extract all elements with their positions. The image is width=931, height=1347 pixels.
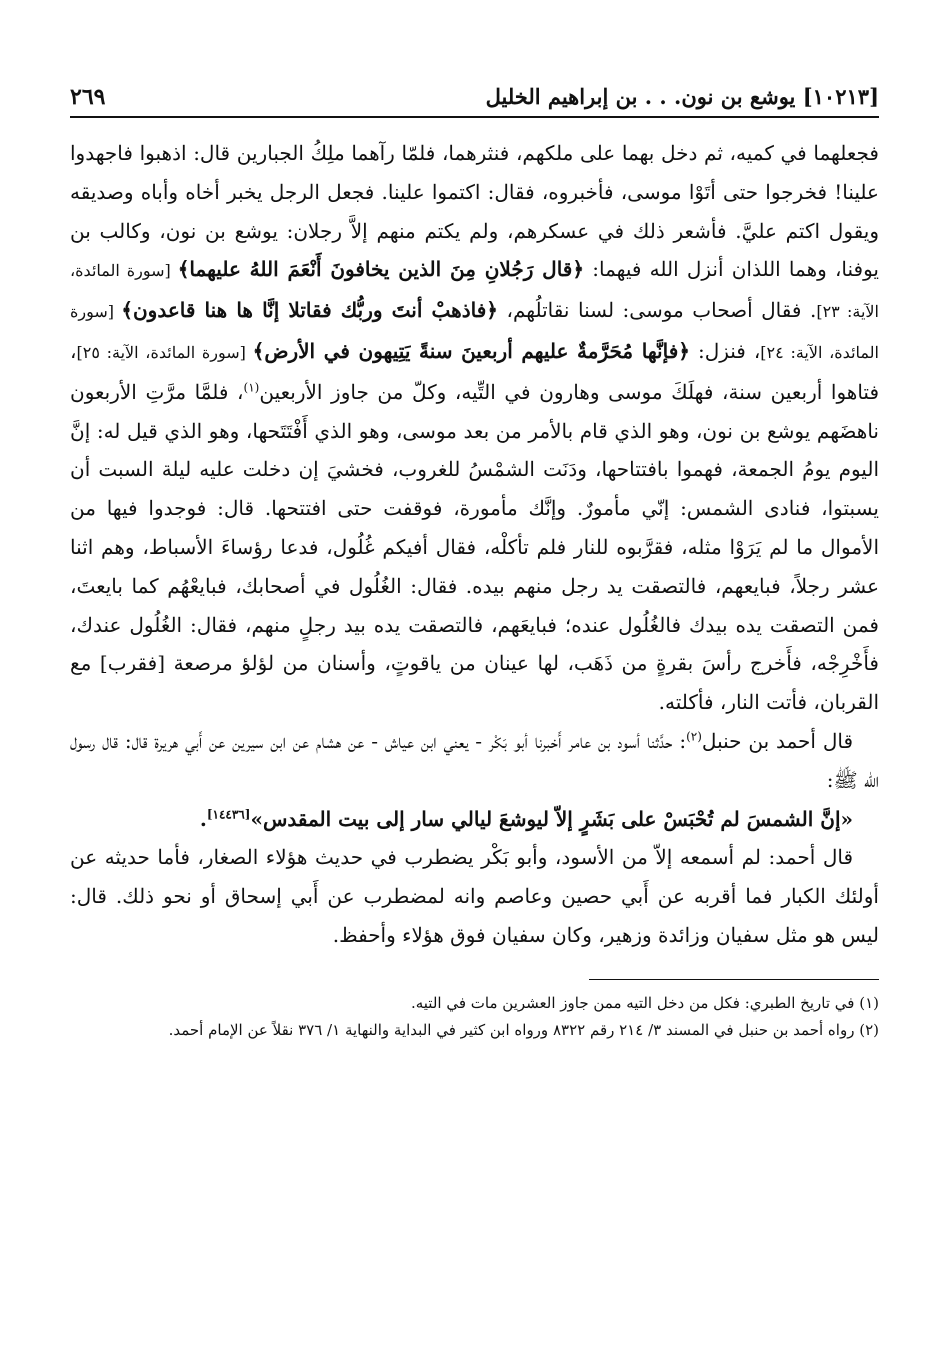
hadith-number: [١٤٤٣٦] (206, 806, 251, 821)
quran-verse-3: ﴿فإنَّها مُحَرَّمةٌ عليهم أربعينَ سنةً يَتِيهون في الأرض﴾ (252, 338, 690, 363)
footnote-1 (70, 990, 879, 1017)
running-header (70, 82, 879, 118)
paragraph-2 (70, 722, 879, 800)
header-title: [١٠٢١٣] يوشع بن نون. . . بن إبراهيم الخليل (485, 84, 879, 109)
hadith-text (70, 800, 879, 839)
footnote-mark: (٢) (859, 1020, 879, 1039)
quran-verse-2: ﴿فاذهبْ أنتَ وربُّك فقاتلا إنَّا ها هنا قاعدون﴾ (121, 298, 498, 323)
paragraph-1 (70, 134, 879, 722)
text-run: فجعلهما في كميه، ثم دخل بهما على ملكهم، فنثرهما، فلمّا رآهما ملِكُ الجبارين قال: اذهبوا فاجهدوا علينا! فخرجوا حتى أتَوْا موسى، فأخبروه، فقال: اكتموا علينا. فجعل الرجل يخبر أخاه وأباه وصديقه ويقول اكتم عليَّ. فأشعر ذلك في عسكرهم، ولم يكتم منهم إلاَّ رجلان: يوشع بن نون، وكالب بن يوفنا، وهما اللذان أنزل الله فيهما: (70, 141, 879, 282)
footnote-separator (589, 979, 879, 980)
footnote-text: في تاريخ الطبري: فكل من دخل التيه ممن جاوز العشرين مات في التيه. (410, 993, 855, 1012)
footnote-2 (70, 1017, 879, 1044)
verse-ref-2: [سورة المائدة، الآية: ٢٤] (70, 302, 879, 362)
footnotes (70, 990, 879, 1044)
quran-verse-1: ﴿قال رَجُلانِ مِنَ الذين يخافونَ أَنْعَمَ اللهُ عليهما﴾ (177, 257, 585, 282)
text-run: ، فنزل: (689, 338, 761, 363)
verse-ref-1: [سورة المائدة، الآية: ٢٣] (70, 261, 879, 322)
page-number: ٢٦٩ (70, 84, 106, 110)
footnote-marker-2: (٢) (686, 729, 702, 744)
text-run: ، فتاهوا أربعين سنة، فهلَكَ موسى وهارون في التِّيه، وكلّ من جاوز الأربعين (70, 338, 880, 404)
footnote-text: رواه أحمد بن حنبل في المسند ٣/ ٢١٤ رقم ٨٣٢٢ ورواه ابن كثير في البداية والنهاية ١/ ٣٧٦ نقلاً عن الإمام أحمد. (168, 1020, 855, 1039)
text-run: قال أحمد بن حنبل (701, 728, 854, 753)
hadith-quote: «إنَّ الشمسَ لم تُحْبَسْ على بَشَرٍ إلاّ ليوشعَ ليالي سار إلى بيت المقدس» (250, 806, 853, 831)
footnote-marker-1: (١) (243, 380, 260, 395)
text-run: : حدَّثنا أسود بن عامر أَخبرنا أبو بَكْر - يعني ابن عياش - عن هشام عن ابن سيرين عن أَبي هريرة قال: قال رسول الله ﷺ: (70, 728, 879, 792)
footnote-mark: (١) (859, 993, 879, 1012)
text-run: ، فلمَّا مرَّتِ الأربعون ناهضَهم يوشع بن نون، وهو الذي قام بالأمر من بعد موسى، وهو الذي أَفْتَتَحها، وهو الذي قيل له: إنَّ اليوم يومُ الجمعة، فهموا بافتتاحها، ودَنَت الشمْسُ للغروب، فخشيَ إن دخلت عليه ليلة السبت أن يسبتوا، فنادى الشمس: إنّي مأمورٌ. وإنَّك مأمورة، فوقفت حتى افتتحها. قال: فوجدوا فيها من الأموال ما لم يَرَوْا مثله، فقرَّبوه للنار فلم تأكلْه، فقال أفيكم غُلُول، فدعا رؤساءَ الأسباط، وهم اثنا عشر رجلاً، فبايعهم، فالتصقت يد رجل منهم بيده. فقال: الغُلُول في أصحابك، فبايعْهُم كما بايعتَ، فمن التصقت يده بيدك فالغُلُول عنده؛ فبايعَهم، فالتصقت يده بيد رجلٍ منهم، فقال: الغُلُول عندك، فأَخْرِجْه، فأَخرج رأسَ بقرةٍ من ذَهَب، لها عينان من ياقوتٍ، وأسنان من لؤلؤ مرصعة [فقرب] مع القربان، فأتت النار، فأكلته. (70, 379, 879, 715)
text-run: . فقال أصحاب موسى: لسنا نقاتلُهم، (498, 298, 817, 323)
paragraph-3: قال أحمد: لم أسمعه إلاّ من الأسود، وأبو بَكْر يضطرب في حديث هؤلاء الصغار، فأما حديثه عن أولئك الكبار فما أقربه عن أَبي حصين وعاصم وانه لمضطرب عن أَبي إسحاق أو نحو ذلك. قال: ليس هو مثل سفيان وزائدة وزهير، وكان سفيان فوق هؤلاء وأحفظ. (70, 845, 879, 947)
main-text (70, 134, 879, 955)
hadith-end: . (199, 806, 207, 831)
verse-ref-3: [سورة المائدة، الآية: ٢٥] (76, 342, 253, 362)
